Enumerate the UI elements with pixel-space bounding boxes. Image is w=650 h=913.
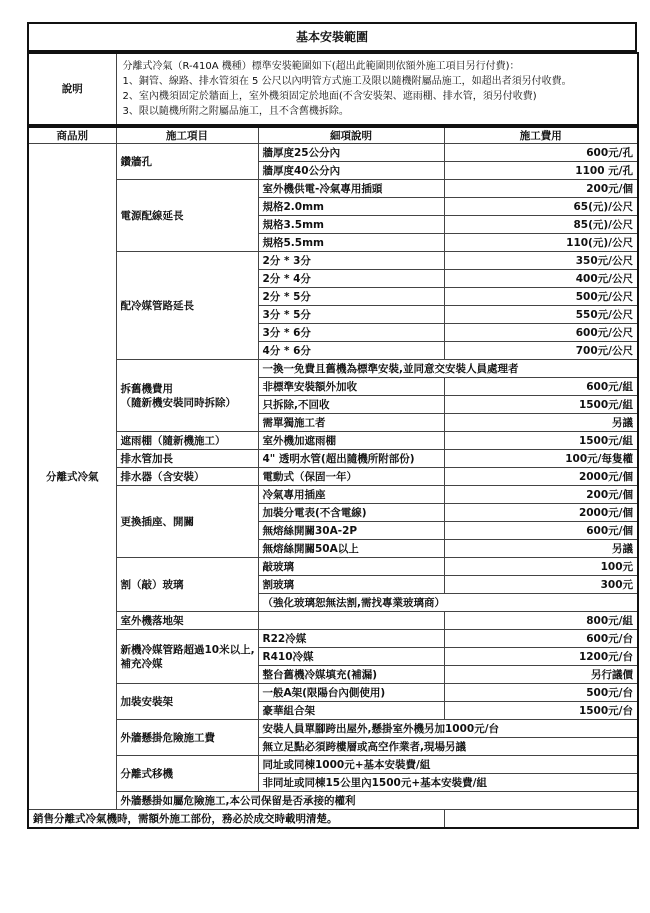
detail-cell: 牆厚度25公分內 — [258, 144, 444, 162]
detail-cell: 敲玻璃 — [258, 558, 444, 576]
detail-cell: 割玻璃 — [258, 576, 444, 594]
detail-cell: 2分 * 4分 — [258, 270, 444, 288]
detail-cell: 4分 * 6分 — [258, 342, 444, 360]
table-row — [28, 792, 638, 810]
price-table — [27, 126, 639, 829]
fee-cell: 100元 — [444, 558, 638, 576]
table-row — [28, 486, 638, 504]
detail-cell: R410冷媒 — [258, 648, 444, 666]
item-name: 排水管加長 — [116, 450, 258, 468]
detail-cell: 3分 * 6分 — [258, 324, 444, 342]
fee-cell: 550元/公尺 — [444, 306, 638, 324]
item-name: 配冷媒管路延長 — [116, 252, 258, 360]
detail-cell: 豪華組合架 — [258, 702, 444, 720]
item-name: 鑽牆孔 — [116, 144, 258, 180]
detail-cell: 室外機加遮雨棚 — [258, 432, 444, 450]
detail-cell: （強化玻璃恕無法割,需找專業玻璃商） — [258, 594, 638, 612]
fee-cell: 300元 — [444, 576, 638, 594]
table-row — [28, 630, 638, 648]
item-name: 室外機落地架 — [116, 612, 258, 630]
fee-cell: 65(元)/公尺 — [444, 198, 638, 216]
header-detail: 細項說明 — [258, 127, 444, 144]
fee-cell: 1500元/組 — [444, 432, 638, 450]
intro-table — [27, 52, 639, 126]
fee-cell: 2000元/個 — [444, 504, 638, 522]
detail-cell: 規格3.5mm — [258, 216, 444, 234]
page-title: 基本安裝範圍 — [28, 23, 636, 51]
table-row — [28, 468, 638, 486]
fee-cell: 85(元)/公尺 — [444, 216, 638, 234]
table-row — [28, 684, 638, 702]
detail-cell: 4" 透明水管(超出隨機所附部份) — [258, 450, 444, 468]
fee-cell: 另行議價 — [444, 666, 638, 684]
detail-cell: 需單獨施工者 — [258, 414, 444, 432]
table-row — [28, 144, 638, 162]
table-row — [28, 756, 638, 774]
fee-cell: 1500元/台 — [444, 702, 638, 720]
fee-cell: 另議 — [444, 414, 638, 432]
detail-cell: 只拆除,不回收 — [258, 396, 444, 414]
detail-cell: 電動式（保固一年） — [258, 468, 444, 486]
detail-cell: 非同址或同棟15公里內1500元+基本安裝費/組 — [258, 774, 638, 792]
fee-cell: 110(元)/公尺 — [444, 234, 638, 252]
fee-cell: 500元/台 — [444, 684, 638, 702]
table-header — [28, 127, 638, 144]
fee-cell: 500元/公尺 — [444, 288, 638, 306]
fee-cell: 600元/台 — [444, 630, 638, 648]
item-name-line: （隨新機安裝同時拆除） — [120, 396, 236, 409]
table-row — [28, 720, 638, 738]
table-row — [28, 612, 638, 630]
detail-cell: 規格2.0mm — [258, 198, 444, 216]
detail-cell: 規格5.5mm — [258, 234, 444, 252]
intro-label: 說明 — [28, 53, 116, 125]
detail-cell: 室外機供電-冷氣專用插頭 — [258, 180, 444, 198]
detail-cell: 無立足點必須跨樓層或高空作業者,現場另議 — [258, 738, 638, 756]
detail-cell: 整台舊機冷媒填充(補漏) — [258, 666, 444, 684]
detail-cell: 無熔絲開關50A以上 — [258, 540, 444, 558]
table-row — [28, 558, 638, 576]
item-name: 電源配線延長 — [116, 180, 258, 252]
table-row — [28, 432, 638, 450]
fee-cell: 2000元/個 — [444, 468, 638, 486]
item-name — [116, 630, 258, 684]
item-name-line: 補充冷媒 — [120, 657, 163, 670]
detail-cell: 牆厚度40公分內 — [258, 162, 444, 180]
header-category: 商品別 — [28, 127, 116, 144]
intro-line: 2、室內機須固定於牆面上，室外機須固定於地面(不含安裝架、遮雨棚、排水管，須另付收費) — [122, 91, 537, 102]
category-cell: 分離式冷氣 — [28, 144, 116, 810]
title-table — [27, 22, 637, 52]
fee-cell: 400元/公尺 — [444, 270, 638, 288]
detail-cell: 3分 * 5分 — [258, 306, 444, 324]
fee-cell: 600元/個 — [444, 522, 638, 540]
detail-cell: 冷氣專用插座 — [258, 486, 444, 504]
item-name: 排水器（含安裝） — [116, 468, 258, 486]
detail-cell: R22冷媒 — [258, 630, 444, 648]
detail-cell: 一換一免費且舊機為標準安裝,並同意交安裝人員處理者 — [258, 360, 638, 378]
intro-line: 分離式冷氣（R-410A 機種）標準安裝範圍如下(超出此範圍則依額外施工項目另行付費)： — [122, 61, 520, 72]
item-name: 遮雨棚（隨新機施工） — [116, 432, 258, 450]
item-name: 割（敲）玻璃 — [116, 558, 258, 612]
detail-cell: 一般A架(限陽台內側使用) — [258, 684, 444, 702]
fee-cell: 1200元/台 — [444, 648, 638, 666]
detail-cell: 非標準安裝額外加收 — [258, 378, 444, 396]
fee-cell: 100元/每隻權 — [444, 450, 638, 468]
detail-cell: 2分 * 5分 — [258, 288, 444, 306]
fee-cell: 700元/公尺 — [444, 342, 638, 360]
item-name: 更換插座、開關 — [116, 486, 258, 558]
intro-text — [116, 53, 638, 125]
table-row — [28, 180, 638, 198]
header-item: 施工項目 — [116, 127, 258, 144]
install-price-sheet — [27, 22, 637, 829]
fee-cell: 800元/組 — [444, 612, 638, 630]
fee-cell: 600元/公尺 — [444, 324, 638, 342]
fee-cell: 350元/公尺 — [444, 252, 638, 270]
fee-cell: 1500元/組 — [444, 396, 638, 414]
table-row — [28, 810, 638, 829]
note-row: 銷售分離式冷氣機時，需額外施工部份，務必於成交時載明清楚。 — [28, 810, 444, 829]
fee-cell: 600元/組 — [444, 378, 638, 396]
fee-cell: 200元/個 — [444, 486, 638, 504]
intro-line: 3、限以隨機所附之附屬品施工，且不含舊機拆除。 — [122, 106, 349, 117]
note-row: 外牆懸掛如屬危險施工,本公司保留是否承接的權利 — [116, 792, 638, 810]
item-name: 加裝安裝架 — [116, 684, 258, 720]
fee-cell: 200元/個 — [444, 180, 638, 198]
item-name-line: 拆舊機費用 — [120, 382, 173, 395]
item-name: 分離式移機 — [116, 756, 258, 792]
fee-cell: 另議 — [444, 540, 638, 558]
table-row — [28, 360, 638, 378]
detail-cell: 2分 * 3分 — [258, 252, 444, 270]
intro-line: 1、銅管、線路、排水管須在 5 公尺以內明管方式施工及限以隨機附屬品施工，如超出者須另付收費。 — [122, 76, 572, 87]
detail-cell: 無熔絲開關30A-2P — [258, 522, 444, 540]
fee-cell: 600元/孔 — [444, 144, 638, 162]
detail-cell: 同址或同棟1000元+基本安裝費/組 — [258, 756, 638, 774]
item-name — [116, 360, 258, 432]
header-fee: 施工費用 — [444, 127, 638, 144]
detail-cell: 安裝人員單腳跨出屋外,懸掛室外機另加1000元/台 — [258, 720, 638, 738]
fee-cell: 1100 元/孔 — [444, 162, 638, 180]
detail-cell: 加裝分電表(不含電線) — [258, 504, 444, 522]
table-row — [28, 450, 638, 468]
table-row — [28, 252, 638, 270]
detail-cell — [258, 612, 444, 630]
item-name: 外牆懸掛危險施工費 — [116, 720, 258, 756]
item-name-line: 新機冷媒管路超過10米以上, — [120, 643, 255, 656]
